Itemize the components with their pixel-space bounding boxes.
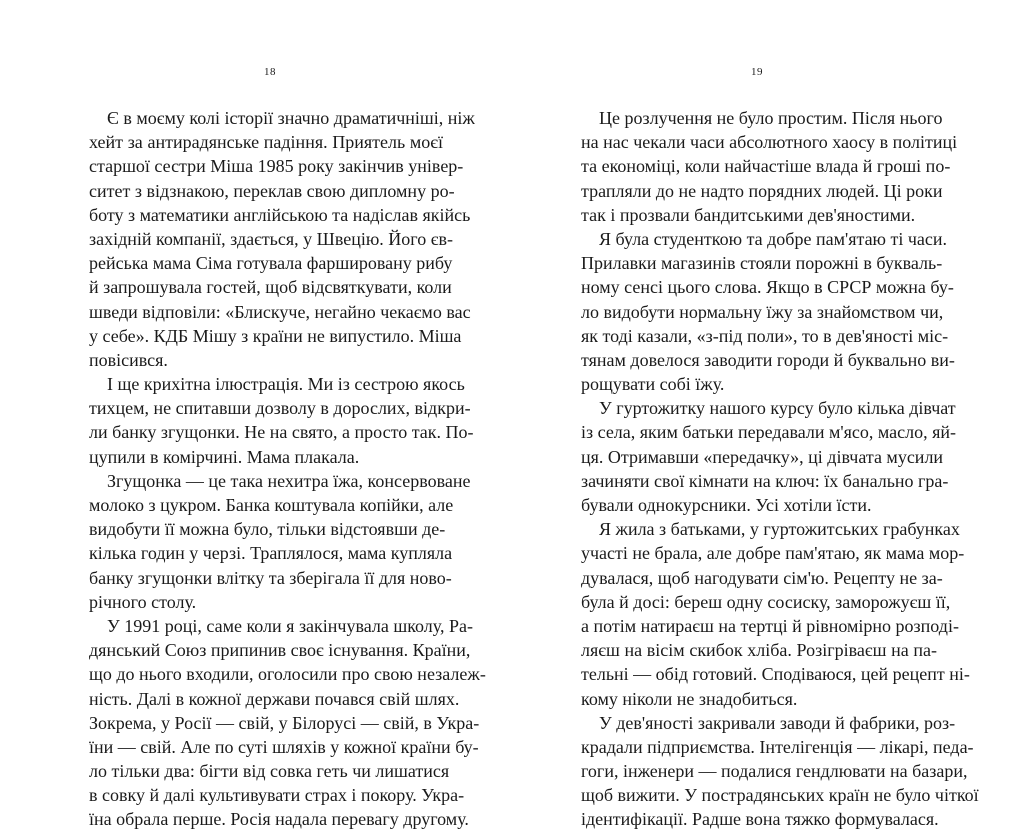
paragraph bbox=[581, 227, 955, 396]
text-line: хейт за антирадянське падіння. Приятель моєї bbox=[89, 132, 443, 153]
text-line: бували однокурсники. Усі хотіли їсти. bbox=[581, 495, 872, 515]
text-line: У дев'яності закривали заводи й фабрики, роз- bbox=[599, 712, 956, 733]
text-line: боту з математики англійською та надіслав якійсь bbox=[89, 204, 471, 225]
text-line: Я жила з батьками, у гуртожитських грабунках bbox=[599, 519, 960, 540]
paragraph bbox=[89, 372, 474, 469]
text-line: як тоді казали, «з-під поли», то в дев'яності міс- bbox=[581, 325, 949, 346]
text-line: тихцем, не спитавши дозволу в дорослих, відкри- bbox=[89, 398, 471, 419]
text-line: зачиняти свої кімнати на ключ: їх банально гра- bbox=[581, 470, 949, 491]
paragraph bbox=[581, 517, 970, 711]
text-line: тельні — обід готовий. Сподіваюся, цей рецепт ні- bbox=[581, 664, 970, 685]
text-line: Є в моєму колі історії значно драматичніші, ніж bbox=[107, 108, 475, 128]
text-line: в совку й далі культивувати страх і покору. Укра- bbox=[89, 785, 465, 806]
text-line: участі не брала, але добре пам'ятаю, як мама мор- bbox=[581, 543, 965, 564]
text-line: ідентифікації. Радше вона тяжко формувалася. bbox=[581, 809, 939, 830]
text-line: була й досі: береш одну сосиску, заморожуєш її, bbox=[581, 591, 951, 612]
text-line: західній компанії, здається, у Швецію. Його єв- bbox=[89, 228, 453, 249]
text-line: У гуртожитку нашого курсу було кілька дівчат bbox=[599, 398, 956, 419]
text-line: у себе». КДБ Мішу з країни не випустило. Міша bbox=[89, 325, 462, 346]
text-line: крадали підприємства. Інтелігенція — лікарі, педа- bbox=[581, 736, 974, 757]
text-line: Згущонка — це така нехитра їжа, консервоване bbox=[107, 470, 471, 491]
paragraph bbox=[89, 106, 475, 372]
text-line: ло видобути нормальну їжу за знайомством чи, bbox=[581, 301, 944, 322]
text-line: шведи відповіли: «Блискуче, негайно чекаємо вас bbox=[89, 301, 471, 322]
text-line: видобути її можна було, тільки відстоявши де- bbox=[89, 519, 446, 540]
text-line: Прилавки магазинів стояли порожні в букваль- bbox=[581, 253, 943, 274]
text-line: рощувати собі їжу. bbox=[581, 374, 725, 395]
text-line: ному сенсі цього слова. Якщо в СРСР можна бу- bbox=[581, 277, 954, 298]
paragraph bbox=[89, 614, 486, 832]
paragraph bbox=[89, 469, 471, 614]
paragraph bbox=[581, 106, 958, 227]
text-line: повісився. bbox=[89, 349, 168, 370]
text-line: дянський Союз припинив своє існування. Країни, bbox=[89, 640, 471, 661]
text-line: ляєш на вісім скибок хліба. Розігріваєш на па- bbox=[581, 640, 937, 661]
text-line: рейська мама Сіма готувала фаршировану рибу bbox=[89, 253, 453, 274]
page-number: 19 bbox=[751, 66, 763, 78]
text-line: молоко з цукром. Банка коштувала копійки, але bbox=[89, 495, 454, 515]
text-line: та економіці, коли найчастіше влада й гроші по- bbox=[581, 156, 951, 177]
text-line: й запрошувала гостей, щоб відсвяткувати, коли bbox=[89, 277, 452, 298]
text-line: старшої сестри Міша 1985 року закінчив універ- bbox=[89, 156, 464, 177]
text-line: І ще крихітна ілюстрація. Ми із сестрою якось bbox=[107, 374, 465, 395]
text-line: дувалася, щоб нагодувати сім'ю. Рецепту не за- bbox=[581, 567, 943, 588]
text-line: У 1991 році, саме коли я закінчувала школу, Ра- bbox=[107, 615, 473, 636]
text-line: ність. Далі в кожної держави почався свій шлях. bbox=[89, 688, 460, 709]
text-line: ло тільки два: бігти від совка геть чи лишатися bbox=[89, 761, 450, 782]
text-line: трапляли до не надто порядних людей. Ці роки bbox=[581, 180, 943, 201]
text-line: ли банку згущонки. Не на свято, а просто так. По- bbox=[89, 422, 474, 443]
text-line: кілька годин у черзі. Траплялося, мама купляла bbox=[89, 543, 453, 564]
text-line: їни — свій. Але по суті шляхів у кожної країни бу- bbox=[89, 736, 479, 757]
text-line: кому ніколи не знадобиться. bbox=[581, 688, 798, 709]
text-line: що до нього входили, оголосили про свою незалеж- bbox=[89, 664, 486, 685]
text-line: так і прозвали бандитськими дев'яностими. bbox=[581, 204, 916, 225]
page-text bbox=[89, 106, 486, 832]
text-line: із села, яким батьки передавали м'ясо, масло, яй- bbox=[581, 422, 957, 443]
text-line: ця. Отримавши «передачку», ці дівчата мусили bbox=[581, 446, 944, 467]
text-line: на нас чекали часи абсолютного хаосу в політиці bbox=[581, 132, 958, 153]
text-line: Зокрема, у Росії — свій, у Білорусі — свій, в Укра- bbox=[89, 712, 480, 733]
right-page bbox=[512, 0, 1024, 830]
text-line: щоб вижити. У пострадянських країн не було чіткої bbox=[581, 785, 979, 806]
text-line: Я була студенткою та добре пам'ятаю ті часи. bbox=[599, 228, 948, 249]
text-line: тянам довелося заводити городи й буквально ви- bbox=[581, 349, 955, 370]
page-number: 18 bbox=[264, 66, 276, 78]
page-text bbox=[581, 106, 979, 832]
text-line: річного столу. bbox=[89, 591, 197, 612]
paragraph bbox=[581, 711, 979, 832]
paragraph bbox=[581, 396, 957, 517]
left-page bbox=[0, 0, 512, 830]
text-line: цупили в комірчині. Мама плакала. bbox=[89, 446, 360, 467]
text-line: гоги, інженери — подалися гендлювати на базари, bbox=[581, 761, 968, 782]
text-line: ситет з відзнакою, переклав свою дипломну ро- bbox=[89, 180, 455, 201]
text-line: їна обрала перше. Росія надала перевагу другому. bbox=[89, 809, 469, 830]
text-line: Це розлучення не було простим. Після нього bbox=[599, 108, 943, 128]
text-line: а потім натираєш на тертці й рівномірно розподі- bbox=[581, 615, 959, 636]
text-line: банку згущонки влітку та зберігала її для ново- bbox=[89, 567, 452, 588]
